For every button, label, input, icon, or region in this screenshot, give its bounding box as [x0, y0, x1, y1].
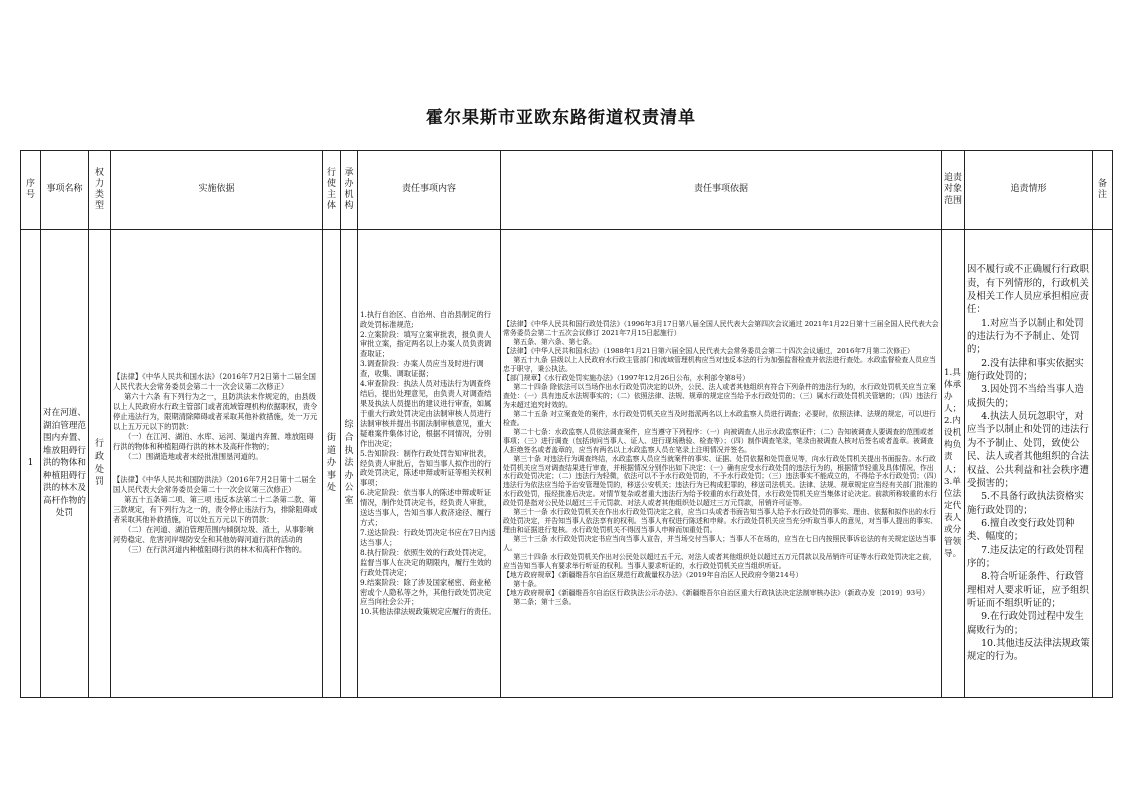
cell-organ: 综合执法办公室 [341, 230, 358, 698]
header-scope: 追责对象范围 [942, 151, 965, 230]
page-title: 霍尔果斯市亚欧东路街道权责清单 [426, 108, 696, 128]
situation-item: 因不履行或不正确履行行政职责，有下列情形的，行政机关及相关工作人员应承担相应责任： [967, 264, 1089, 316]
basis-paragraph: 【法律】《中华人民共和国水法》（2016年7月2日第十二届全国人民代表大会常务委员会第二十一次会议第二次修正） [113, 372, 316, 392]
duty-basis-paragraph: 第十条。 [513, 580, 541, 589]
duty-content-item: 4.审查阶段：执法人员对违法行为调查终结后，提出处理意见，由负责人对调查结果及执法人员提出的建议进行审查，如属于重大行政处罚决定由法制审核人员进行法制审核并提出书面法制审核意见，重大疑难案件集体讨论，根据不同情况，分别作出决定； [360, 379, 492, 448]
basis-paragraph: （二）在河道、湖泊管理范围内倾倒垃圾、渣土，从事影响河势稳定、危害河岸堤防安全和其他妨碍河道行洪的活动的 [113, 525, 314, 544]
duty-basis-paragraph: 第五条、第六条、第七条。 [513, 337, 597, 346]
duty-content-item: 5.告知阶段：制作行政处罚告知审批表，经负责人审批后，告知当事人拟作出的行政处罚决定，陈述申辩或听证等相关权利事项； [360, 448, 492, 488]
header-organ: 承办机构 [341, 151, 358, 230]
duty-basis-paragraph: 第三十四条 水行政处罚机关作出对公民处以超过五千元、对法人或者其他组织处以超过五万元罚款以及吊销许可证等水行政处罚决定之前，应当告知当事人有要求举行听证的权利。当事人要求听证的，水行政处罚机关应当组织听证。 [503, 553, 936, 571]
duty-content-item: 1.执行自治区、自治州、自治县制定的行政处罚标准规范; [360, 309, 492, 329]
header-remark: 备注 [1093, 151, 1113, 230]
basis-paragraph: 第五十五条第二项、第三项 违反本法第二十二条第二款、第三款规定，有下列行为之一的，责令停止违法行为，排除阻碍或者采取其他补救措施，可以处五万元以下的罚款： [113, 495, 318, 525]
header-seq: 序号 [21, 151, 41, 230]
situation-item: 6.擅自改变行政处罚种类、幅度的； [967, 517, 1075, 543]
header-row [21, 151, 1113, 230]
table-row [21, 230, 1113, 698]
duty-basis-paragraph: 第二十五条 对立案查处的案件，水行政处罚机关应当及时指派两名以上水政监察人员进行调查；必要时，依照法律、法规的规定，可以进行检查。 [503, 409, 936, 427]
situation-item: 4.执法人员玩忽职守，对应当予以制止和处罚的违法行为不予制止、处罚，致使公民、法人或者其他组织的合法权益、公共利益和社会秩序遭受损害的； [967, 411, 1089, 489]
situation-item: 3.因处罚不当给当事人造成损失的； [967, 384, 1084, 409]
duty-basis-paragraph: 第三十条 对违法行为调查终结，水政监察人员应当就案件的事实、证据、处罚依据和处罚意见等，向水行政处罚机关提出书面报告。水行政处罚机关应当对调查结果进行审查，并根据情况分别作出如下决定：（一）确有应受水行政处罚的违法行为的，根据情节轻重及具体情况，作出水行政处罚决定；（二）违法行为轻微，依法可以不予水行政处罚的，不予水行政处罚；（三）违法事实不能成立的，不得给予水行政处罚；（四）违法行为依法应当给予治安管理处罚的，移送公安机关；违法行为已构成犯罪的，移送司法机关。法律、法规、规章规定应当经有关部门批准的水行政处罚，报经批准后决定。对情节复杂或者重大违法行为给予较重的水行政处罚，水行政处罚机关应当集体讨论决定。前款所称较重的水行政处罚是指对公民处以超过三千元罚款、对法人或者其他组织处以超过三万元罚款，吊销许可证等。 [503, 454, 938, 508]
duty-content-item: 6.决定阶段：依当事人的陈述申辩或听证情况，制作处罚决定书，经负责人审批，送达当事人，告知当事人救济途径、履行方式； [360, 488, 492, 528]
cell-subject: 街道办事处 [323, 230, 341, 698]
header-power-type: 权力类型 [89, 151, 111, 230]
cell-power-type: 行政处罚 [89, 230, 111, 698]
situation-item: 9.在行政处罚过程中发生腐败行为的； [967, 611, 1084, 636]
duty-basis-paragraph: 第三十三条 水行政处罚决定书应当向当事人宣告，并当场交付当事人；当事人不在场的，应当在七日内按照民事诉讼法的有关规定送达当事人。 [503, 535, 936, 553]
duty-content-item: 10.其他法律法规政策规定应履行的责任。 [360, 607, 496, 617]
header-duty-basis: 责任事项依据 [501, 151, 942, 230]
situation-item: 2.没有法律和事实依据实施行政处罚的； [967, 357, 1084, 383]
cell-scope: 1.具体承办人；2.内设机构负责人；3.单位法定代表人或分管领导。 [942, 230, 965, 698]
basis-paragraph: 【法律】《中华人民共和国防洪法》（2016年7月2日第十二届全国人民代表大会常务委员会第二十一次会议第三次修正） [113, 475, 316, 495]
cell-remark [1093, 230, 1113, 698]
duty-content-item: 3.调查阶段：办案人员应当及时进行调查，收集、调取证据； [360, 359, 484, 379]
duty-basis-paragraph: 【法律】《中华人民共和国行政处罚法》（1996年3月17日第八届全国人民代表大会第四次会议通过 2021年1月22日第十三届全国人民代表大会常务委员会第二十五次会议修订 2021年7月15日起施行） [503, 320, 939, 337]
duty-basis-paragraph: 【地方政府规章】《新疆维吾尔自治区行政执法公示办法》、《新疆维吾尔自治区重大行政执法决定法制审核办法》（新政办发〔2019〕93号） [503, 589, 929, 598]
situation-item: 8.符合听证条件、行政管理相对人要求听证，应予组织听证而不组织听证的； [967, 571, 1089, 609]
basis-paragraph: （一）在江河、湖泊、水库、运河、渠道内弃置、堆放阻碍行洪的物体和种植阻碍行洪的林木及高秆作物的； [113, 431, 314, 451]
cell-duty-content [358, 230, 501, 698]
situation-item: 5.不具备行政执法资格实施行政处罚的； [967, 491, 1084, 516]
header-subject: 行使主体 [323, 151, 341, 230]
duty-basis-paragraph: 第三十一条 水行政处罚机关在作出水行政处罚决定之前，应当口头或者书面告知当事人给予水行政处罚的事实、理由、依据和拟作出的水行政处罚决定，并告知当事人依法享有的权利。当事人有权进行陈述和申辩。水行政处罚机关应当充分听取当事人的意见，对当事人提出的事实、理由和证据进行复核。水行政处罚机关不得因当事人申辩而加重处罚。 [503, 508, 938, 535]
duty-basis-paragraph: 第二十四条 除依法可以当场作出水行政处罚决定的以外，公民、法人或者其他组织有符合下列条件的违法行为的，水行政处罚机关应当立案查处：（一）具有违反水法规事实的；（二）依照法律、法规、规章的规定应当给予水行政处罚的；（三）属水行政处罚机关管辖的；（四）违法行为未超过追究时效的。 [503, 382, 938, 409]
basis-paragraph: 第六十六条 有下列行为之一，且防洪法未作规定的，由县级以上人民政府水行政主管部门或者流域管理机构依据职权，责令停止违法行为，限期清除障碍或者采取其他补救措施，处一万元以上五万元以下的罚款： [113, 392, 318, 431]
duty-table [20, 150, 1113, 698]
duty-basis-paragraph: 【部门规章】《水行政处罚实施办法》（1997年12月26日公布，水利部令第8号） [503, 373, 750, 382]
situation-item: 10.其他违反法律法规政策规定的行为。 [967, 637, 1090, 663]
duty-content-item: 2.立案阶段：填写立案审批表，报负责人审批立案，指定两名以上办案人员负责调查取证； [360, 329, 492, 359]
situation-item: 7.违反法定的行政处罚程序的； [967, 544, 1084, 569]
basis-paragraph: （三）在行洪河道内种植阻碍行洪的林木和高秆作物的。 [123, 544, 307, 554]
duty-basis-paragraph: 第五十九条 县级以上人民政府水行政主管部门和流域管理机构应当对违反本法的行为加强监督检查并依法进行查处。水政监督检查人员应当忠于职守，秉公执法。 [503, 355, 936, 373]
cell-seq: 1 [21, 230, 41, 698]
duty-content-item: 9.结案阶段：除了涉及国家秘密、商业秘密或个人隐私等之外，其他行政处罚决定应当向社会公开； [360, 577, 492, 607]
duty-content-item: 8.执行阶段：依照生效的行政处罚决定，监督当事人在决定的期限内，履行生效的行政处罚决定； [360, 547, 492, 577]
cell-situations [965, 230, 1093, 698]
cell-duty-basis [501, 230, 942, 698]
basis-paragraph: （二）围湖造地或者未经批准围垦河道的。 [123, 451, 263, 461]
header-item-name: 事项名称 [41, 151, 89, 230]
header-situations: 追责情形 [965, 151, 1093, 230]
situation-item: 1.对应当予以制止和处罚的违法行为不予制止、处罚的； [967, 317, 1084, 356]
duty-basis-paragraph: 【法律】《中华人民共和国水法》（1988年1月21日第六届全国人民代表大会常务委员会第二十四次会议通过，2016年7月第二次修正） [503, 346, 914, 355]
cell-item-name: 对在河道、湖泊管理范围内弃置、堆放阻碍行洪的物体和种植阻碍行洪的林木及高杆作物的处罚 [41, 230, 89, 698]
duty-basis-paragraph: 第二十七条：水政监察人员依法调查案件，应当遵守下列程序：（一）向被调查人出示水政监察证件；（二）告知被调查人要调查的范围或者事项；（三）进行调查（包括询问当事人、证人、进行现场勘验、检查等）；（四）制作调查笔录，笔录由被调查人核对后签名或者盖章。被调查人拒绝签名或者盖章的，应当有两名以上水政监察人员在笔录上注明情况并签名。 [503, 427, 934, 454]
duty-basis-paragraph: 【地方政府规章】《新疆维吾尔自治区规范行政裁量权办法》（2019年自治区人民政府令第214号） [503, 571, 803, 580]
header-duty-content: 责任事项内容 [358, 151, 501, 230]
duty-basis-paragraph: 第二条；第十三条。 [513, 598, 576, 607]
duty-content-item: 7.送达阶段：行政处罚决定书应在7日内送达当事人； [360, 527, 496, 547]
header-basis: 实施依据 [111, 151, 323, 230]
cell-basis [111, 230, 323, 698]
